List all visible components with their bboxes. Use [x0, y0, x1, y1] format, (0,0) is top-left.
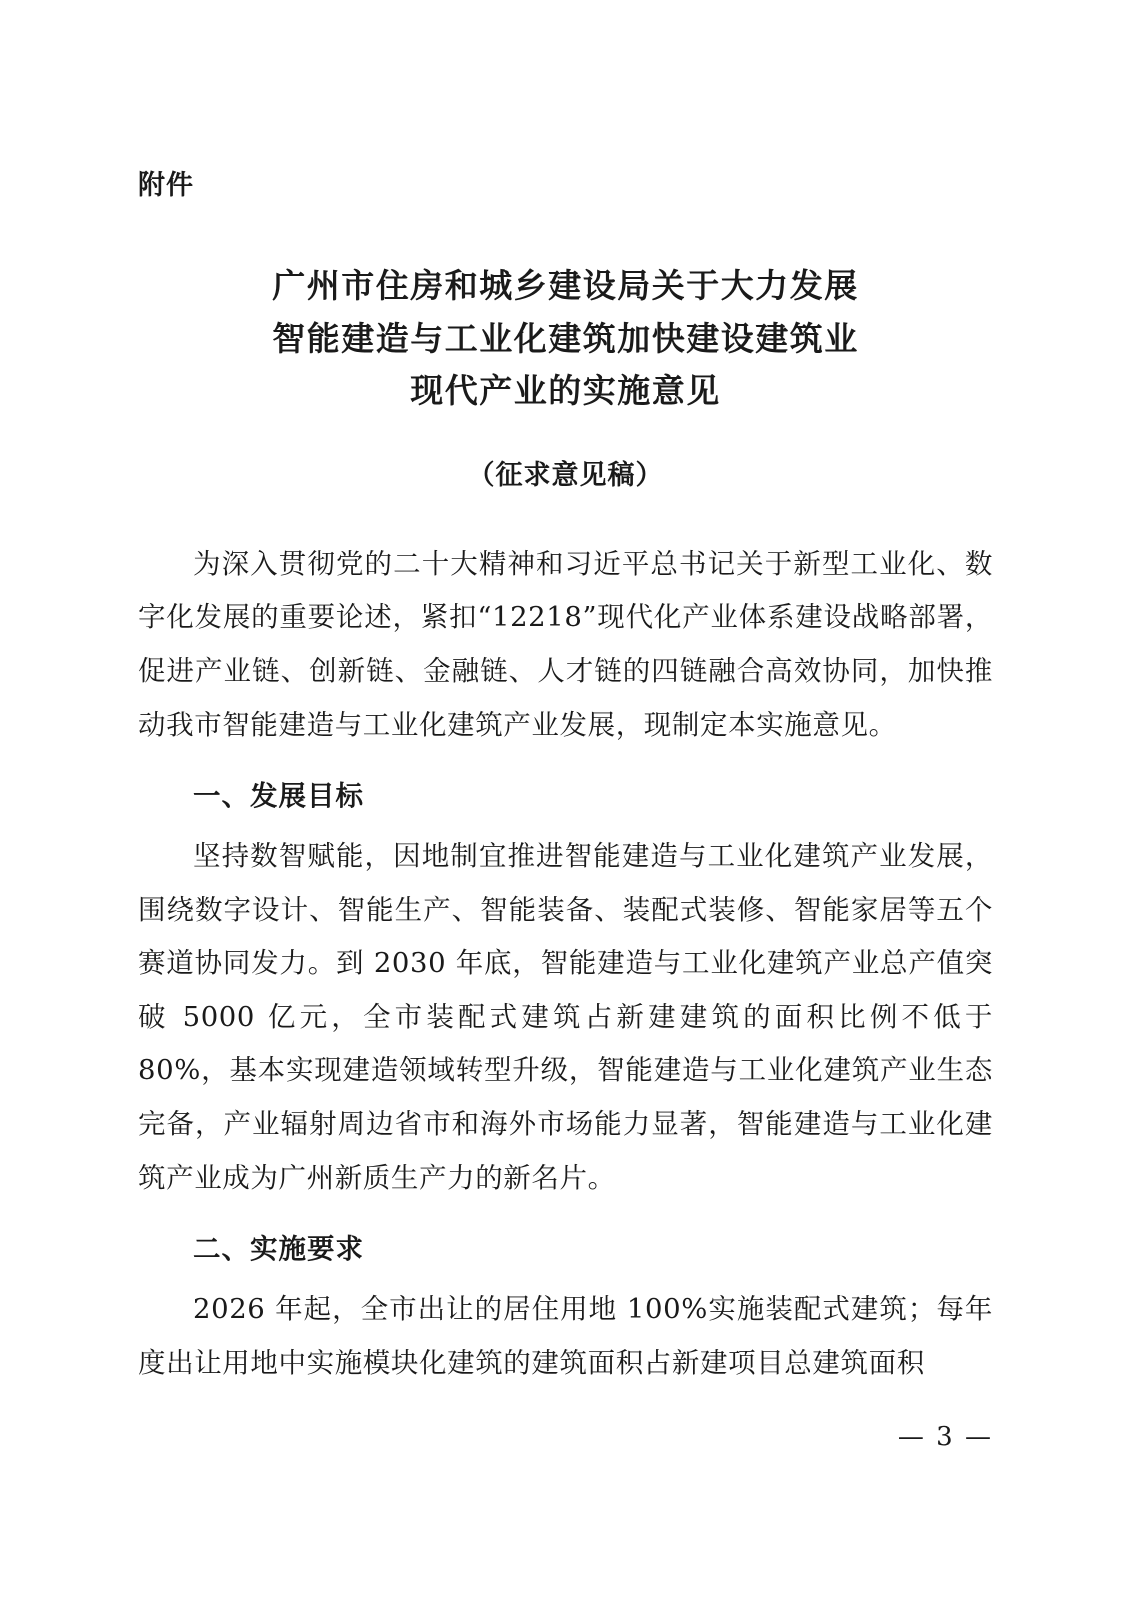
- section-heading-implementation-requirements: 二、实施要求: [193, 1233, 364, 1266]
- page-title-line-2: 智能建造与工业化建筑加快建设建筑业: [272, 318, 859, 358]
- paragraph-preamble: 为深入贯彻党的二十大精神和习近平总书记关于新型工业化、数字化发展的重要论述，紧扣“12218”现代化产业体系建设战略部署，促进产业链、创新链、金融链、人才链的四链融合高效协同，加快推动我市智能建造与工业化建筑产业发展，现制定本实施意见。: [138, 547, 993, 741]
- page-title-line-1: 广州市住房和城乡建设局关于大力发展: [272, 266, 859, 306]
- attachment-label: 附件: [138, 170, 194, 201]
- page-title: [206, 260, 926, 416]
- page-subtitle: （征求意见稿）: [467, 459, 664, 491]
- page-title-line-3: 现代产业的实施意见: [410, 370, 721, 410]
- paragraph-development-goals: 坚持数智赋能，因地制宜推进智能建造与工业化建筑产业发展，围绕数字设计、智能生产、智能装备、装配式装修、智能家居等五个赛道协同发力。到 2030 年底，智能建造与工业化建筑产业总产值突破 5000 亿元，全市装配式建筑占新建建筑的面积比例不低于 80%，基本实现建造领域转型升级，智能建造与工业化建筑产业生态完备，产业辐射周边省市和海外市场能力显著，智能建造与工业化建筑产业成为广州新质生产力的新名片。: [138, 839, 993, 1194]
- paragraph-implementation-requirements: 2026 年起，全市出让的居住用地 100%实施装配式建筑；每年度出让用地中实施模块化建筑的建筑面积占新建项目总建筑面积: [138, 1292, 993, 1379]
- section-heading-development-goals: 一、发展目标: [193, 780, 364, 813]
- page-number: — 3 —: [897, 1422, 993, 1452]
- document-content: [138, 170, 993, 1390]
